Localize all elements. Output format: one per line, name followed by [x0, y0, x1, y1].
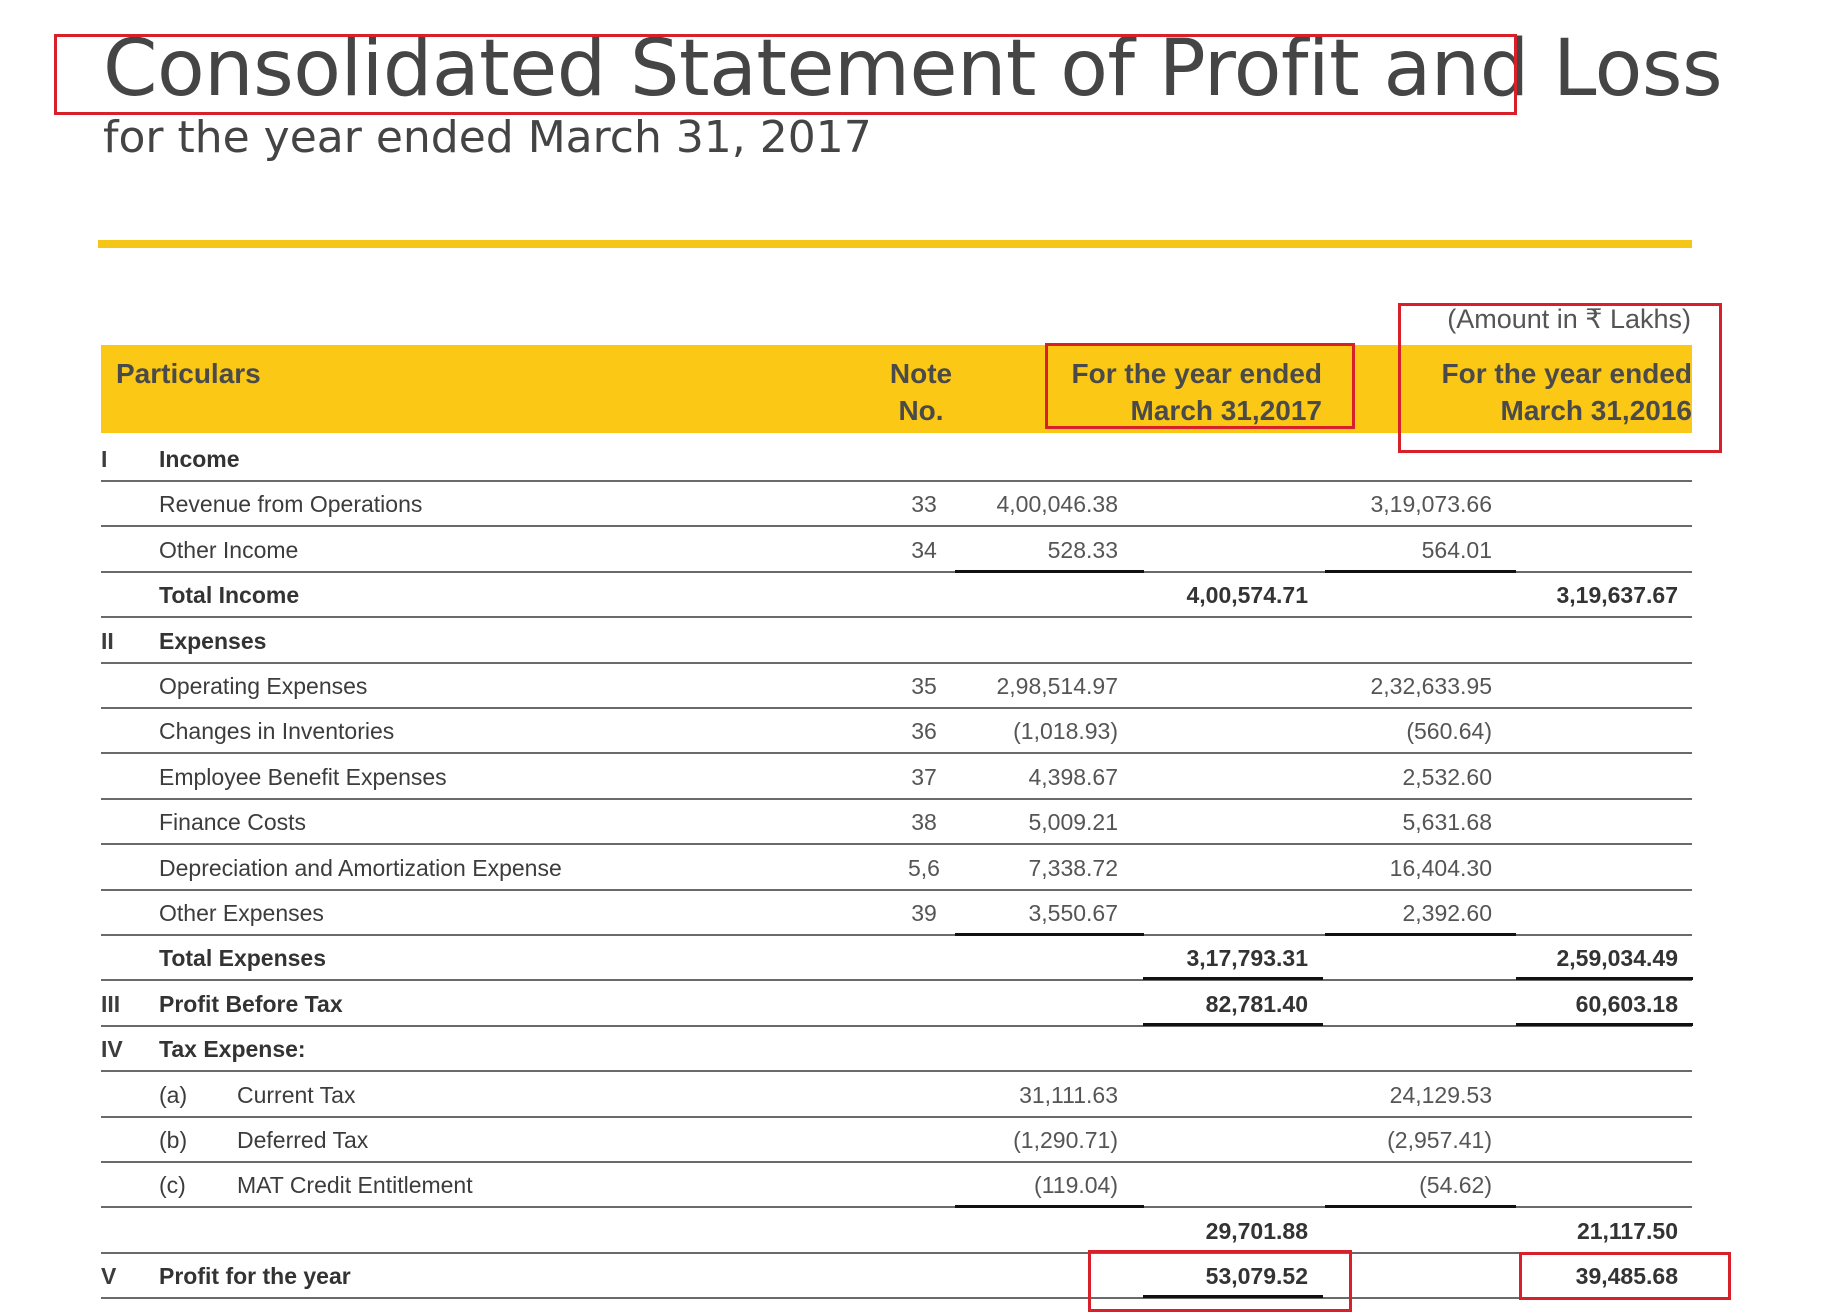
total-underline [1143, 977, 1323, 980]
row-label: Other Expenses [159, 900, 324, 926]
total-underline [1516, 977, 1693, 980]
title-divider [98, 240, 1692, 248]
row-label: Profit for the year [159, 1263, 351, 1289]
row-label: MAT Credit Entitlement [237, 1172, 473, 1198]
table-row [101, 528, 1692, 573]
table-row [101, 709, 1692, 754]
table-row [101, 1073, 1692, 1118]
header-2017-line1: For the year ended [1071, 358, 1322, 389]
total-2017: 82,781.40 [1205, 991, 1308, 1017]
amount-2017: 31,111.63 [1019, 1082, 1118, 1108]
table-row [101, 891, 1692, 936]
page-subtitle: for the year ended March 31, 2017 [103, 112, 872, 163]
table-row [101, 482, 1692, 527]
total-2017: 4,00,574.71 [1186, 582, 1308, 608]
table-row [101, 619, 1692, 664]
note-number: 34 [911, 537, 937, 563]
amount-2016: (2,957.41) [1387, 1127, 1492, 1153]
amount-2016: 564.01 [1421, 537, 1492, 563]
header-particulars: Particulars [116, 358, 261, 389]
table-row [101, 982, 1692, 1027]
header-note-line1: Note [889, 358, 953, 389]
note-number: 5,6 [908, 855, 940, 881]
amount-2017: 5,009.21 [1028, 809, 1118, 835]
amount-2017: 7,338.72 [1028, 855, 1118, 881]
amount-2016: (54.62) [1419, 1172, 1492, 1198]
row-label: Tax Expense: [159, 1036, 306, 1062]
highlight-box-title [54, 34, 1517, 115]
amount-2016: 2,532.60 [1402, 764, 1492, 790]
row-label: Employee Benefit Expenses [159, 764, 447, 790]
table-row [101, 1118, 1692, 1163]
row-divider [101, 843, 1692, 845]
row-label: Profit Before Tax [159, 991, 343, 1017]
row-divider [101, 525, 1692, 527]
total-underline [1143, 1023, 1323, 1026]
total-2016: 21,117.50 [1576, 1218, 1678, 1244]
header-2016-line2: March 31,2016 [1500, 395, 1692, 426]
amount-2016: 2,32,633.95 [1370, 673, 1492, 699]
row-label: Revenue from Operations [159, 491, 423, 517]
table-row [101, 664, 1692, 709]
amount-2016: 3,19,073.66 [1370, 491, 1492, 517]
table-row [101, 755, 1692, 800]
subtotal-underline [955, 1205, 1144, 1208]
sub-item-marker: (c) [159, 1172, 186, 1198]
highlight-box-profit-2017 [1088, 1250, 1352, 1312]
amount-2016: (560.64) [1406, 718, 1492, 744]
row-label: Current Tax [237, 1082, 356, 1108]
table-row [101, 800, 1692, 845]
highlight-box-2016-header [1398, 303, 1722, 453]
amount-2017: (1,018.93) [1013, 718, 1118, 744]
amount-unit-note: (Amount in ₹ Lakhs) [1447, 304, 1691, 334]
amount-2017: (1,290.71) [1013, 1127, 1118, 1153]
header-2016-line1: For the year ended [1441, 358, 1692, 389]
row-label: Total Expenses [159, 945, 327, 971]
amount-2016: 16,404.30 [1389, 855, 1492, 881]
note-number: 35 [911, 673, 937, 699]
amount-2017: (119.04) [1034, 1172, 1118, 1198]
total-2017: 29,701.88 [1205, 1218, 1308, 1244]
table-row [101, 1209, 1692, 1254]
header-note-line2: No. [898, 395, 944, 426]
table-row [101, 846, 1692, 891]
section-numeral: V [101, 1263, 117, 1289]
header-note-no [871, 355, 971, 429]
table-row [101, 936, 1692, 981]
note-number: 37 [911, 764, 937, 790]
row-divider [101, 616, 1692, 618]
table-row [101, 573, 1692, 618]
note-number: 38 [911, 809, 937, 835]
row-divider [101, 1297, 1692, 1299]
row-label: Changes in Inventories [159, 718, 395, 744]
section-numeral: II [101, 628, 114, 654]
row-label: Expenses [159, 628, 267, 654]
note-number: 39 [911, 900, 937, 926]
row-divider [101, 752, 1692, 754]
row-label: Deferred Tax [237, 1127, 369, 1153]
row-label: Depreciation and Amortization Expense [159, 855, 562, 881]
amount-2017: 4,00,046.38 [996, 491, 1118, 517]
amount-2017: 4,398.67 [1028, 764, 1118, 790]
amount-2017: 2,98,514.97 [996, 673, 1118, 699]
row-label: Finance Costs [159, 809, 307, 835]
header-2017-line2: March 31,2017 [1130, 395, 1322, 426]
subtotal-underline [1325, 570, 1516, 573]
total-2016: 60,603.18 [1575, 991, 1678, 1017]
sub-item-marker: (a) [159, 1082, 188, 1108]
amount-2017: 3,550.67 [1028, 900, 1118, 926]
section-numeral: III [101, 991, 121, 1017]
total-2016: 39,485.68 [1575, 1263, 1678, 1289]
row-divider [101, 1070, 1692, 1072]
subtotal-underline [1325, 1205, 1516, 1208]
note-number: 36 [911, 718, 937, 744]
table-row [101, 1027, 1692, 1072]
page-title: Consolidated Statement of Profit and Loss [103, 24, 1723, 114]
row-label: Operating Expenses [159, 673, 368, 699]
table-row [101, 1254, 1692, 1299]
row-label: Total Income [159, 582, 300, 608]
row-label: Income [159, 446, 240, 472]
subtotal-underline [1325, 933, 1516, 936]
note-number: 33 [911, 491, 937, 517]
row-divider [101, 979, 1692, 981]
amount-2016: 5,631.68 [1402, 809, 1492, 835]
sub-item-marker: (b) [159, 1127, 188, 1153]
total-underline [1516, 1023, 1693, 1026]
total-2017: 53,079.52 [1205, 1263, 1308, 1289]
total-2016: 2,59,034.49 [1556, 945, 1678, 971]
row-label: Other Income [159, 537, 299, 563]
subtotal-underline [955, 933, 1144, 936]
amount-2017: 528.33 [1047, 537, 1118, 563]
table-row [101, 1163, 1692, 1208]
highlight-box-2017-header [1045, 343, 1355, 429]
total-2016: 3,19,637.67 [1556, 582, 1678, 608]
total-2017: 3,17,793.31 [1186, 945, 1308, 971]
subtotal-underline [955, 570, 1144, 573]
amount-2016: 24,129.53 [1389, 1082, 1492, 1108]
amount-2016: 2,392.60 [1402, 900, 1492, 926]
section-numeral: I [101, 446, 108, 472]
section-numeral: IV [101, 1036, 123, 1062]
